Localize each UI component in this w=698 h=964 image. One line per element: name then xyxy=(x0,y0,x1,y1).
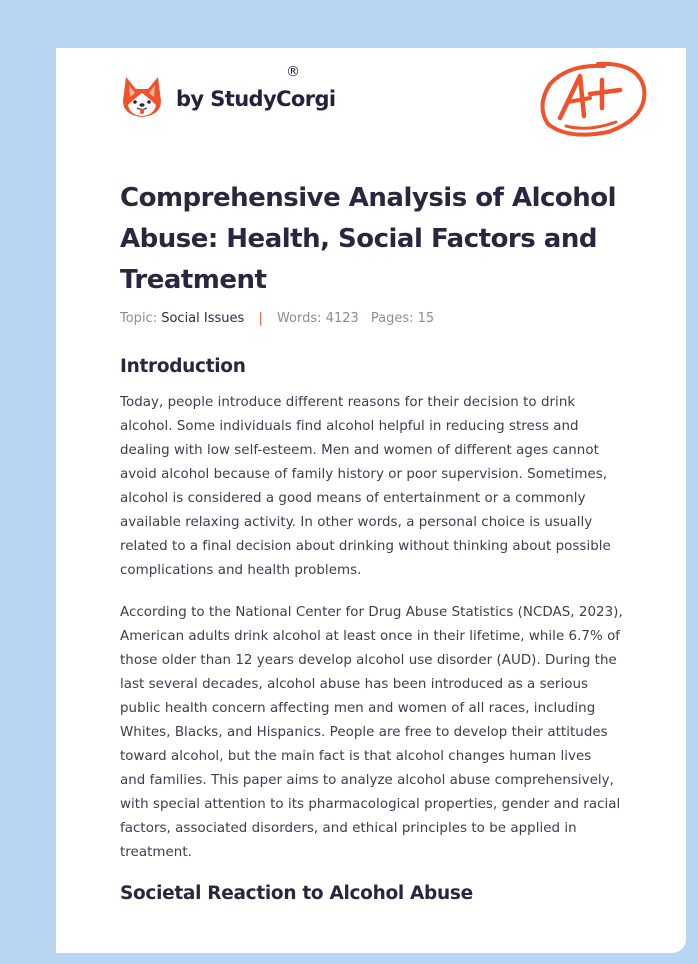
registered-mark: ® xyxy=(286,64,300,80)
a-plus-grade-icon xyxy=(538,58,648,140)
document-card xyxy=(56,48,686,953)
section-heading-societal-reaction: Societal Reaction to Alcohol Abuse xyxy=(120,883,473,904)
corgi-logo-icon xyxy=(122,75,162,119)
article-meta xyxy=(120,311,434,326)
article-title: Comprehensive Analysis of Alcohol Abuse: Health, Social Factors and Treatment xyxy=(120,183,617,295)
word-count: Words: 4123 xyxy=(276,311,359,326)
brand-name: by StudyCorgi xyxy=(176,87,336,111)
topic-link[interactable]: Social Issues xyxy=(161,311,245,326)
page-count: Pages: 15 xyxy=(370,311,435,326)
paragraph-2: According to the National Center for Drug Abuse Statistics (NCDAS, 2023), American adults drink alcohol at least once in their lifetime, while 6.7% of those older than 12 years develop alcohol use disorder (AUD). During the last several decades, alcohol abuse has been introduced as a serious public health concern affecting men and women of all races, including Whites, Blacks, and Hispanics. People are free to develop their attitudes toward alcohol, but the main fact is that alcohol changes human lives and families. This paper aims to analyze alcohol abuse comprehensively, with special attention to its pharmacological properties, gender and racial factors, associated disorders, and ethical principles to be applied in treatment. xyxy=(120,605,623,860)
section-heading-introduction: Introduction xyxy=(120,356,246,377)
paragraph-1: Today, people introduce different reasons for their decision to drink alcohol. Some individuals find alcohol helpful in reducing stress and dealing with low self-esteem. Men and women of different ages cannot avoid alcohol because of family history or poor supervision. Sometimes, alcohol is considered a good means of entertainment or a commonly available relaxing activity. In other words, a personal choice is usually related to a final decision about drinking without thinking about possible complications and health problems. xyxy=(120,395,611,578)
grade-badge-a-plus xyxy=(538,58,648,145)
meta-separator: | xyxy=(258,311,263,326)
topic-label: Topic: xyxy=(120,311,158,326)
studycorgi-logo[interactable] xyxy=(122,75,336,119)
